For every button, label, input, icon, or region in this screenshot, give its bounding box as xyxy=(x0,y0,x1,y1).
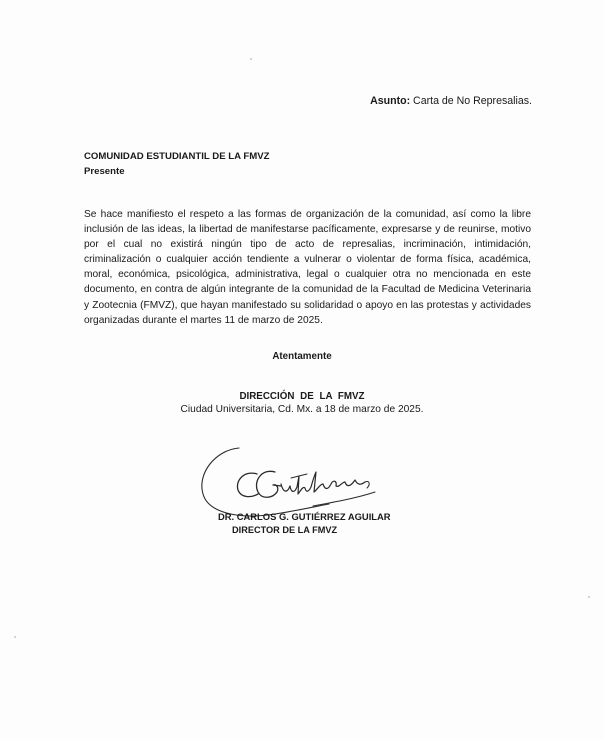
recipient-name: COMUNIDAD ESTUDIANTIL DE LA FMVZ xyxy=(84,151,270,162)
signer-name: DR. CARLOS G. GUTIÉRREZ AGUILAR xyxy=(218,511,391,522)
place-and-date: Ciudad Universitaria, Cd. Mx. a 18 de marzo de 2025. xyxy=(180,404,424,415)
subject-line xyxy=(370,94,532,109)
closing: Atentamente xyxy=(272,351,332,362)
scan-speck xyxy=(588,596,590,598)
signer-title: DIRECTOR DE LA FMVZ xyxy=(232,525,338,535)
recipient-greeting: Presente xyxy=(84,165,125,177)
subject-label: Asunto: xyxy=(370,95,411,107)
recipient-block xyxy=(84,150,269,180)
subject-value: Carta de No Represalias. xyxy=(410,95,532,107)
issuing-office: DIRECCIÓN DE LA FMVZ xyxy=(239,391,365,402)
scan-speck xyxy=(14,636,16,638)
letter-body: Se hace manifiesto el respeto a las formas de organización de la comunidad, así como la libre inclusión de las ideas, la libertad de manifestarse pacíficamente, expresarse y de reunirse, motivo por el cual no existirá ningún tipo de acto de represalias, incriminación, intimidación, criminalización o cualquier acción tendiente a vulnerar o violentar de forma física, académica, moral, económica, psicológica, administrativa, legal o cualquier otra no mencionada en este documento, en contra de algún integrante de la comunidad de la Facultad de Medicina Veterinaria y Zootecnia (FMVZ), que hayan manifestado su solidaridad o apoyo en las protestas y actividades organizadas durante el martes 11 de marzo de 2025. xyxy=(84,209,531,326)
scan-speck xyxy=(250,58,252,60)
